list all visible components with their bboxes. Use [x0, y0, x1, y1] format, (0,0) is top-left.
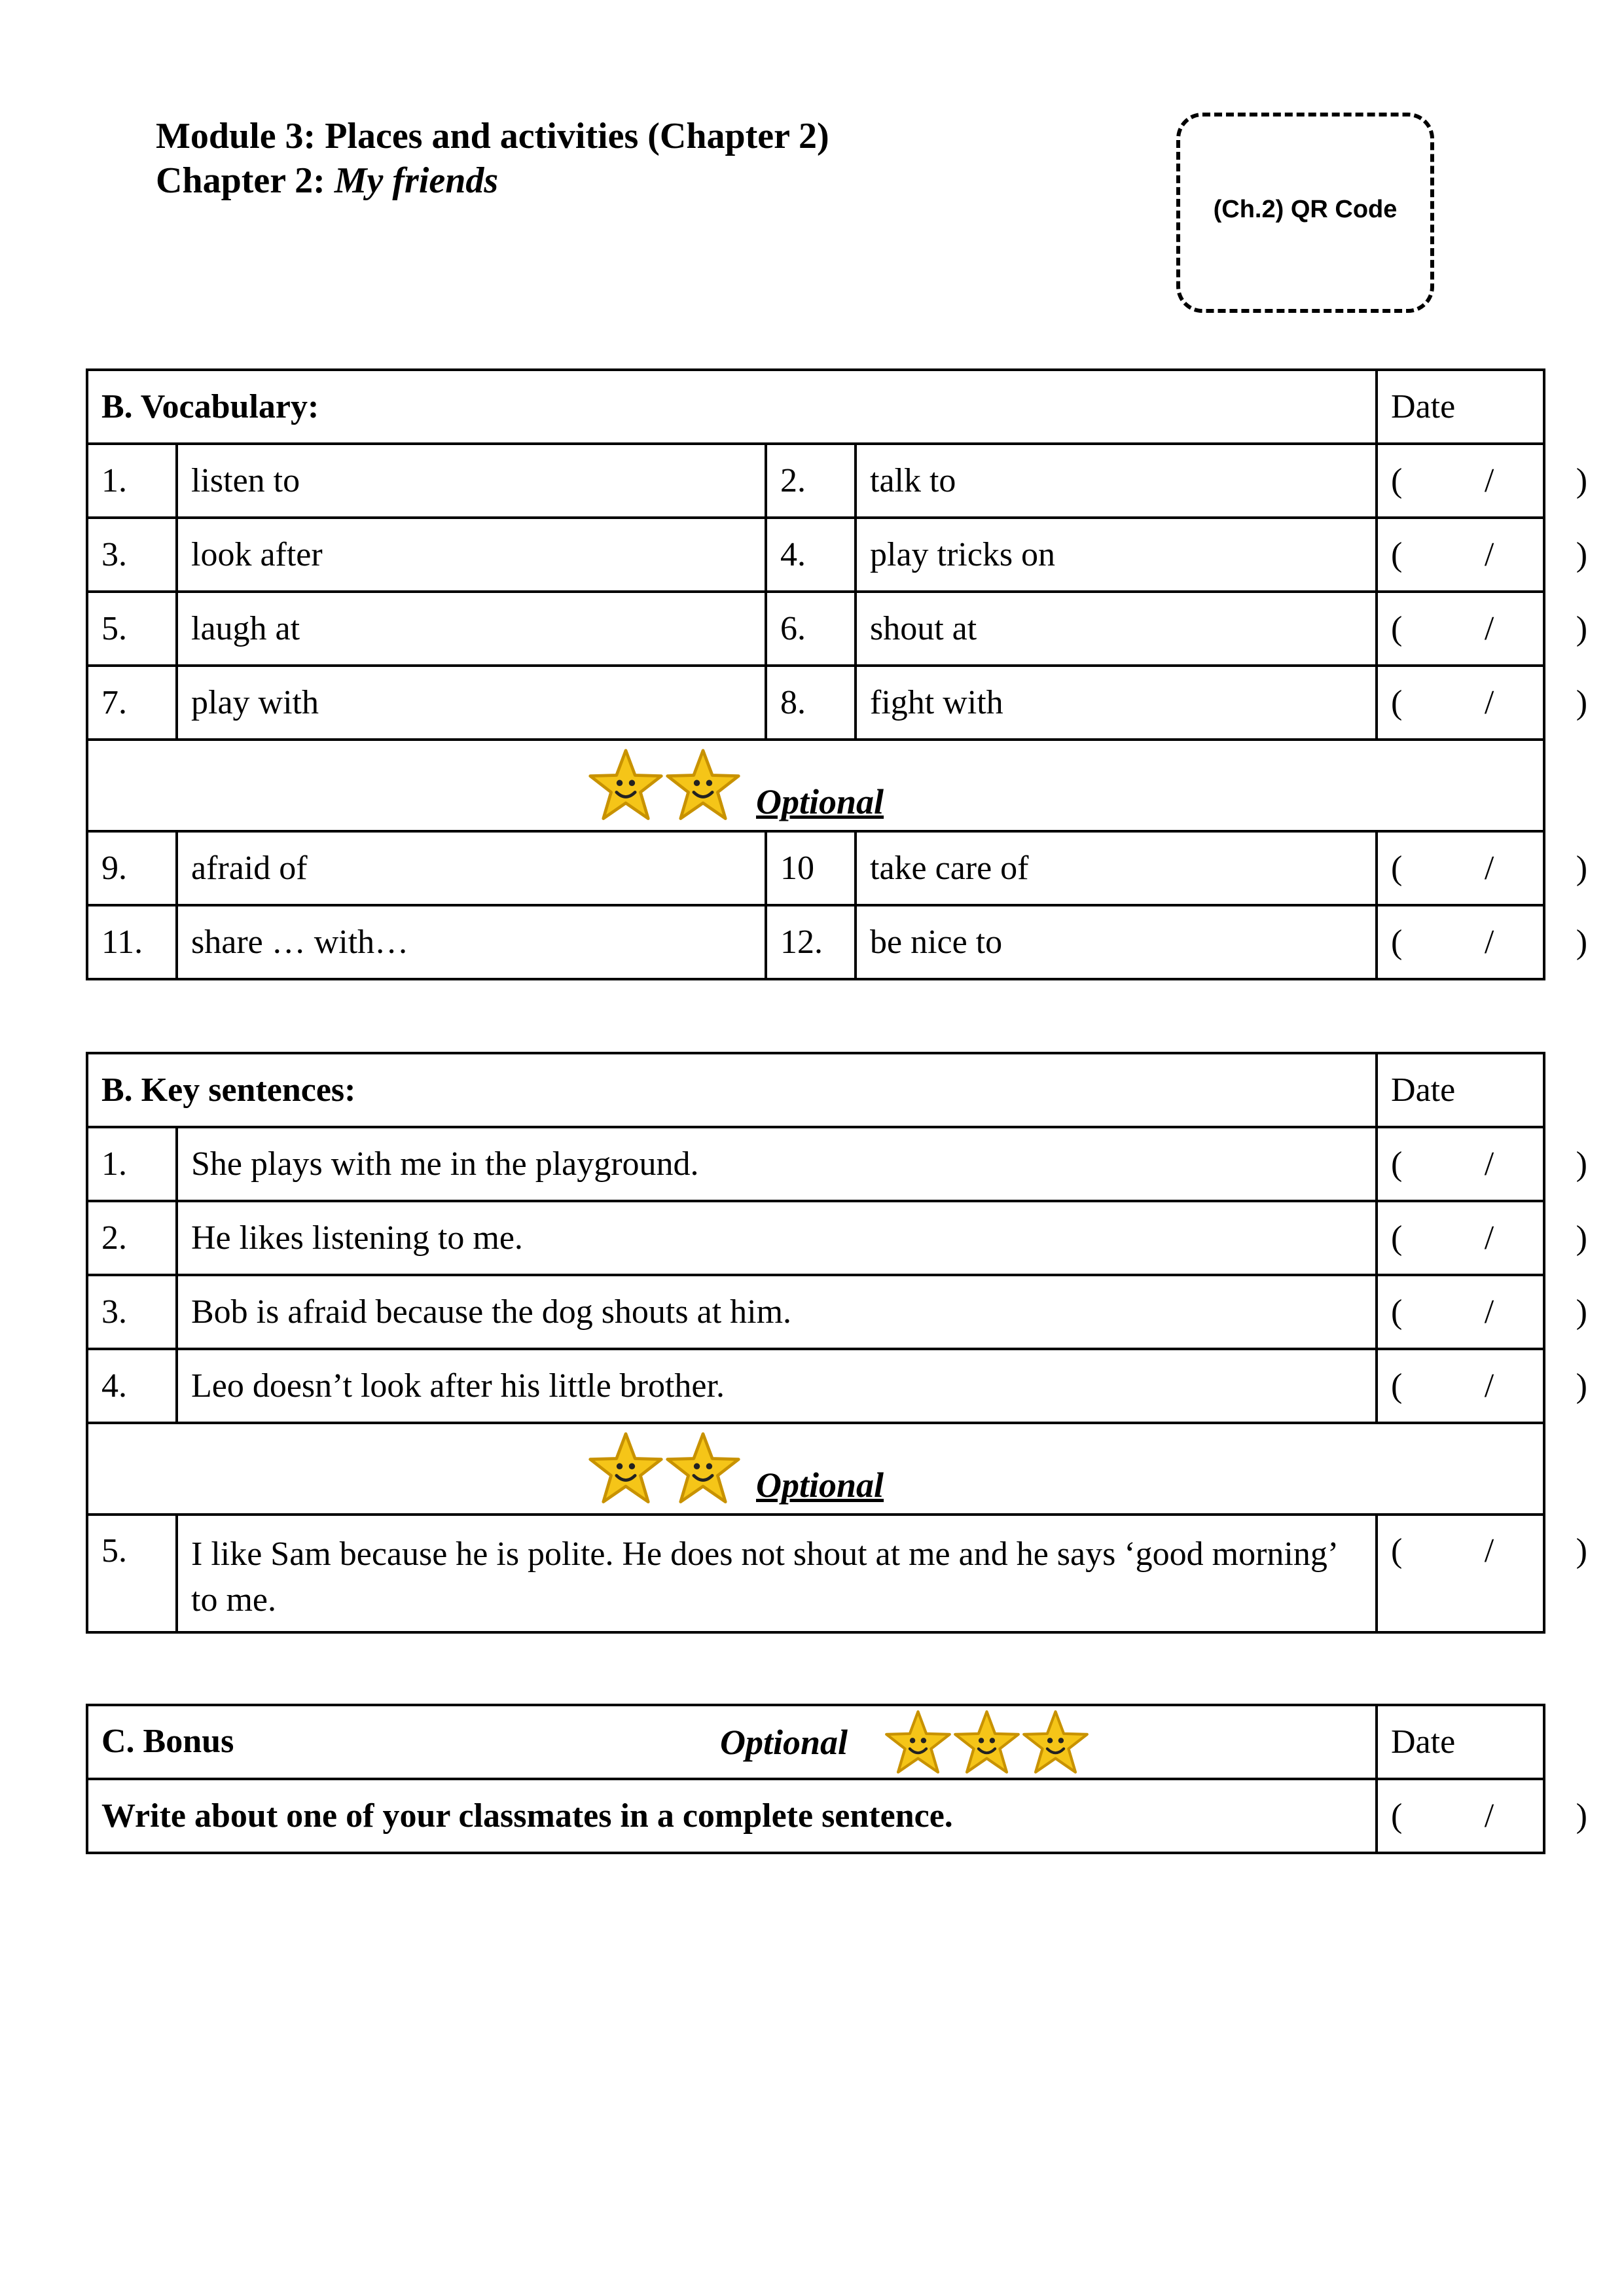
date-slot-mark: (: [1391, 1219, 1403, 1257]
date-slot-mark: ): [1576, 1293, 1587, 1331]
date-slot-mark: /: [1484, 462, 1494, 499]
key-sentences-header-row: [87, 1053, 1544, 1127]
table-row: [87, 444, 1544, 518]
date-header: Date: [1377, 1705, 1544, 1779]
smiley-star-icon: [952, 1709, 1021, 1778]
optional-divider-row: [87, 1423, 1544, 1515]
vocab-word: take care of: [856, 831, 1377, 905]
date-slot-mark: (: [1391, 684, 1403, 721]
date-slot-mark: (: [1391, 850, 1403, 887]
date-slot-mark: /: [1484, 684, 1494, 721]
chapter-prefix: Chapter 2:: [156, 160, 334, 201]
date-field[interactable]: [1377, 444, 1588, 518]
item-number: 11.: [87, 905, 177, 979]
table-row: [87, 518, 1544, 592]
date-slot-mark: (: [1391, 462, 1403, 499]
table-row: [87, 905, 1544, 979]
bonus-header-row: [87, 1705, 1544, 1779]
vocab-word: fight with: [856, 666, 1377, 740]
date-slot-mark: ): [1576, 684, 1588, 721]
date-field[interactable]: [1377, 905, 1588, 979]
date-slot-mark: ): [1576, 1219, 1587, 1257]
item-number: 12.: [766, 905, 856, 979]
date-slot-mark: /: [1484, 610, 1494, 647]
date-field[interactable]: [1377, 1779, 1587, 1853]
date-field[interactable]: [1377, 1127, 1587, 1201]
date-slot-mark: (: [1391, 1797, 1403, 1835]
table-row: [87, 831, 1544, 905]
smiley-star-icon: [587, 747, 664, 825]
date-slot-mark: ): [1576, 1145, 1587, 1183]
vocabulary-header-row: [87, 370, 1544, 444]
vocab-word: afraid of: [177, 831, 766, 905]
item-number: 1.: [87, 1127, 177, 1201]
date-slot-mark: (: [1391, 924, 1403, 961]
vocabulary-title: B. Vocabulary:: [87, 370, 1377, 444]
optional-label: Optional: [720, 1723, 848, 1762]
date-slot-mark: /: [1484, 1219, 1494, 1257]
chapter-name: My friends: [334, 160, 499, 201]
date-slot-mark: ): [1576, 610, 1588, 647]
date-field[interactable]: [1377, 1515, 1587, 1632]
date-slot-mark: (: [1391, 536, 1403, 573]
item-number: 10: [766, 831, 856, 905]
date-slot-mark: ): [1576, 1797, 1587, 1835]
date-field[interactable]: [1377, 666, 1588, 740]
sentence: Leo doesn’t look after his little brother.: [177, 1349, 1377, 1423]
key-sentences-table: [86, 1052, 1587, 1634]
item-number: 7.: [87, 666, 177, 740]
date-slot-mark: ): [1576, 536, 1588, 573]
date-slot-mark: /: [1484, 1145, 1494, 1183]
date-slot-mark: /: [1484, 536, 1494, 573]
date-slot-mark: (: [1391, 1145, 1403, 1183]
smiley-star-icon: [664, 747, 742, 825]
vocab-word: look after: [177, 518, 766, 592]
vocab-word: laugh at: [177, 592, 766, 666]
optional-stars: [587, 747, 742, 825]
date-slot-mark: (: [1391, 1293, 1403, 1331]
item-number: 3.: [87, 1275, 177, 1349]
date-slot-mark: ): [1576, 1532, 1587, 1570]
date-slot-mark: /: [1484, 1367, 1494, 1405]
bonus-title: C. Bonus: [101, 1723, 234, 1760]
sentence: She plays with me in the playground.: [177, 1127, 1377, 1201]
table-row: [87, 1779, 1544, 1853]
optional-label: Optional: [756, 1465, 884, 1505]
sentence: Bob is afraid because the dog shouts at him.: [177, 1275, 1377, 1349]
item-number: 5.: [87, 1515, 177, 1632]
optional-stars: [884, 1709, 1090, 1778]
bonus-table: [86, 1704, 1587, 1854]
table-row: [87, 592, 1544, 666]
vocab-word: play tricks on: [856, 518, 1377, 592]
item-number: 4.: [87, 1349, 177, 1423]
date-slot-mark: (: [1391, 1532, 1403, 1570]
date-header: Date: [1377, 370, 1544, 444]
date-slot-mark: ): [1576, 1367, 1587, 1405]
date-field[interactable]: [1377, 518, 1588, 592]
table-row: [87, 666, 1544, 740]
date-field[interactable]: [1377, 831, 1588, 905]
date-slot-mark: /: [1484, 1532, 1494, 1570]
bonus-prompt: Write about one of your classmates in a complete sentence.: [87, 1779, 1377, 1853]
qr-code-placeholder: [1176, 113, 1434, 313]
smiley-star-icon: [1021, 1709, 1090, 1778]
item-number: 9.: [87, 831, 177, 905]
date-slot-mark: (: [1391, 610, 1403, 647]
date-field[interactable]: [1377, 1201, 1587, 1275]
item-number: 5.: [87, 592, 177, 666]
vocab-word: share … with…: [177, 905, 766, 979]
item-number: 6.: [766, 592, 856, 666]
date-slot-mark: ): [1576, 850, 1588, 887]
item-number: 4.: [766, 518, 856, 592]
qr-code-label: (Ch.2) QR Code: [1213, 195, 1398, 223]
item-number: 1.: [87, 444, 177, 518]
chapter-title: [156, 158, 829, 203]
date-field[interactable]: [1377, 592, 1588, 666]
date-field[interactable]: [1377, 1349, 1587, 1423]
date-slot-mark: /: [1484, 1293, 1494, 1331]
vocab-word: listen to: [177, 444, 766, 518]
optional-label: Optional: [756, 782, 884, 821]
table-row: [87, 1515, 1544, 1632]
smiley-star-icon: [664, 1431, 742, 1508]
item-number: 3.: [87, 518, 177, 592]
item-number: 2.: [87, 1201, 177, 1275]
date-slot-mark: ): [1576, 462, 1588, 499]
smiley-star-icon: [884, 1709, 952, 1778]
vocab-word: talk to: [856, 444, 1377, 518]
table-row: [87, 1275, 1544, 1349]
date-slot-mark: /: [1484, 924, 1494, 961]
date-slot-mark: (: [1391, 1367, 1403, 1405]
date-header: Date: [1377, 1053, 1544, 1127]
vocab-word: shout at: [856, 592, 1377, 666]
item-number: 8.: [766, 666, 856, 740]
table-row: [87, 1127, 1544, 1201]
date-slot-mark: /: [1484, 1797, 1494, 1835]
sentence: I like Sam because he is polite. He does not shout at me and he says ‘good morning’ to me.: [177, 1515, 1377, 1632]
module-title: Module 3: Places and activities (Chapter 2): [156, 116, 829, 156]
page-heading: [156, 114, 829, 203]
vocab-word: play with: [177, 666, 766, 740]
table-row: [87, 1201, 1544, 1275]
date-slot-mark: ): [1576, 924, 1588, 961]
vocab-word: be nice to: [856, 905, 1377, 979]
key-sentences-title: B. Key sentences:: [87, 1053, 1377, 1127]
item-number: 2.: [766, 444, 856, 518]
smiley-star-icon: [587, 1431, 664, 1508]
date-slot-mark: /: [1484, 850, 1494, 887]
date-field[interactable]: [1377, 1275, 1587, 1349]
sentence: He likes listening to me.: [177, 1201, 1377, 1275]
vocabulary-table: [86, 368, 1588, 980]
optional-stars: [587, 1431, 742, 1508]
optional-divider-row: [87, 740, 1544, 831]
table-row: [87, 1349, 1544, 1423]
